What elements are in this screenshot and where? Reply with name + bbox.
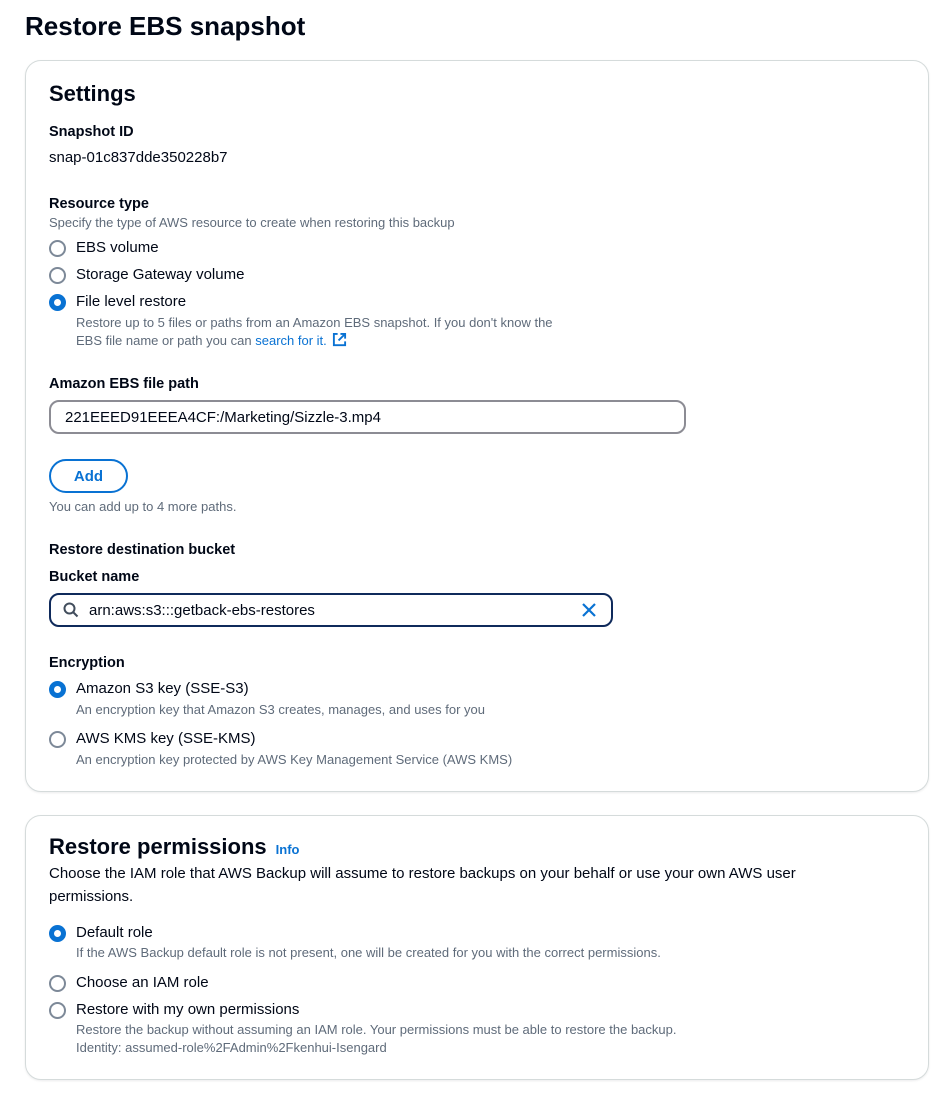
restore-destination-bucket-label: Restore destination bucket (49, 542, 236, 558)
radio-sse-s3[interactable] (49, 679, 249, 699)
radio-label: Storage Gateway volume (76, 266, 245, 283)
radio-file-level-restore[interactable] (49, 292, 186, 312)
radio-circle[interactable] (49, 975, 66, 992)
radio-label: AWS KMS key (SSE-KMS) (76, 730, 256, 747)
settings-heading: Settings (49, 81, 136, 106)
radio-circle-selected[interactable] (49, 925, 66, 942)
ebs-file-path-input[interactable] (49, 400, 686, 434)
radio-circle-selected[interactable] (49, 681, 66, 698)
radio-circle-selected[interactable] (49, 294, 66, 311)
add-path-helper: You can add up to 4 more paths. (49, 499, 237, 514)
search-for-it-link[interactable]: search for it. (255, 333, 327, 348)
permissions-description: Choose the IAM role that AWS Backup will assume to restore backups on your behalf or use your own AWS user (49, 865, 796, 882)
radio-circle[interactable] (49, 267, 66, 284)
radio-label: File level restore (76, 293, 187, 310)
page-title: Restore EBS snapshot (25, 11, 306, 41)
restore-permissions-card (25, 815, 929, 1080)
radio-default-role[interactable] (49, 923, 153, 943)
radio-label: Restore with my own permissions (76, 1001, 300, 1018)
snapshot-id-value: snap-01c837dde350228b7 (49, 149, 228, 166)
permissions-heading: Restore permissions (49, 834, 267, 859)
radio-circle[interactable] (49, 1002, 66, 1019)
snapshot-id-label: Snapshot ID (49, 124, 134, 140)
clear-icon[interactable] (581, 602, 597, 618)
permissions-header (49, 833, 299, 861)
external-link-icon[interactable] (332, 332, 347, 347)
radio-own-permissions[interactable] (49, 1000, 299, 1020)
file-restore-description-2 (76, 332, 347, 350)
radio-ebs-volume[interactable] (49, 238, 159, 258)
settings-card (25, 60, 929, 792)
encryption-label: Encryption (49, 655, 125, 671)
file-restore-description: Restore up to 5 files or paths from an Amazon EBS snapshot. If you don't know the (76, 315, 553, 330)
radio-label: EBS volume (76, 239, 159, 256)
add-path-button[interactable]: Add (49, 459, 128, 493)
radio-storage-gateway-volume[interactable] (49, 265, 244, 285)
search-icon (63, 602, 79, 618)
resource-type-description: Specify the type of AWS resource to create when restoring this backup (49, 215, 455, 230)
sse-s3-description: An encryption key that Amazon S3 creates, manages, and uses for you (76, 702, 486, 717)
default-role-description: If the AWS Backup default role is not present, one will be created for you with the correct permissions. (76, 945, 661, 960)
radio-label: Default role (76, 924, 153, 941)
radio-label: Amazon S3 key (SSE-S3) (76, 680, 249, 697)
bucket-name-input[interactable] (49, 593, 613, 627)
input-value: arn:aws:s3:::getback-ebs-restores (89, 601, 315, 619)
permissions-description-2: permissions. (49, 888, 134, 905)
desc-text: EBS file name or path you can (76, 333, 252, 348)
input-value: 221EEED91EEEA4CF:/Marketing/Sizzle-3.mp4 (65, 408, 381, 426)
own-permissions-description: Restore the backup without assuming an IAM role. Your permissions must be able to restore the backup. (76, 1022, 677, 1037)
bucket-name-label: Bucket name (49, 569, 140, 585)
radio-circle[interactable] (49, 731, 66, 748)
radio-choose-iam-role[interactable] (49, 973, 209, 993)
info-link[interactable]: Info (275, 842, 300, 857)
identity-text: Identity: assumed-role%2FAdmin%2Fkenhui-Isengard (76, 1040, 387, 1055)
radio-label: Choose an IAM role (76, 974, 209, 991)
radio-circle[interactable] (49, 240, 66, 257)
sse-kms-description: An encryption key protected by AWS Key Management Service (AWS KMS) (76, 752, 513, 767)
resource-type-label: Resource type (49, 196, 149, 212)
radio-sse-kms[interactable] (49, 729, 255, 749)
ebs-file-path-label: Amazon EBS file path (49, 376, 199, 392)
